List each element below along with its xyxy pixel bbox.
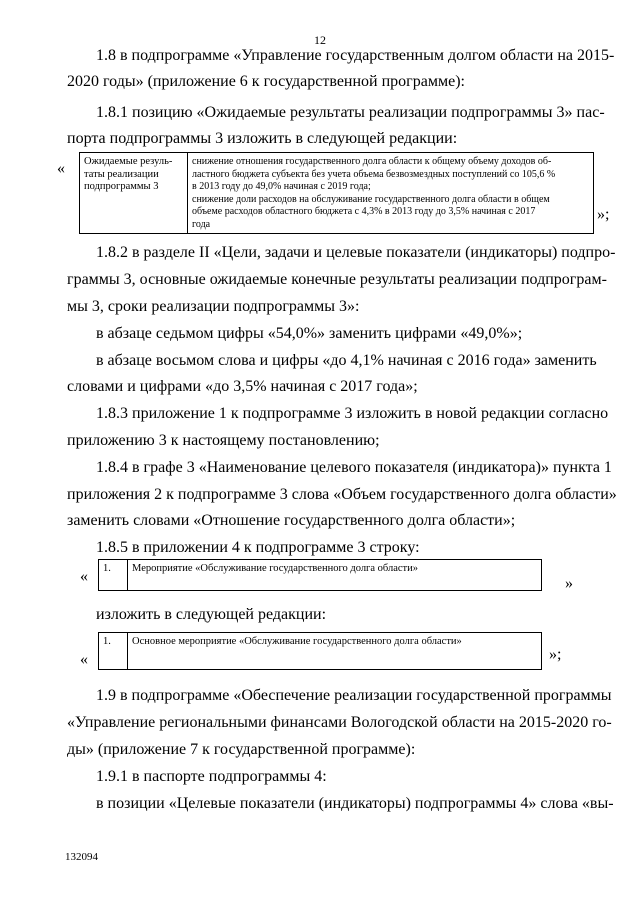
- table2-column-divider: [127, 560, 128, 590]
- table2-row-number: 1.: [103, 563, 111, 574]
- page-number: 12: [314, 33, 326, 47]
- para-1-8-2-line-3: мы 3, сроки реализации подпрограммы 3»:: [67, 298, 360, 315]
- table1-close-quote: »;: [597, 206, 610, 223]
- table2-close-quote: »: [565, 575, 573, 592]
- old-row-table: [98, 559, 542, 591]
- para-1-9-1: 1.9.1 в паспорте подпрограммы 4:: [96, 768, 327, 785]
- table1-open-quote: «: [57, 160, 65, 177]
- table1-right-line-4: снижение доли расходов на обслуживание государственного долга области в общем: [192, 193, 550, 205]
- table1-column-divider: [187, 153, 188, 233]
- table3-column-divider: [127, 633, 128, 669]
- para-1-8-4-line-3: заменить словами «Отношение государственного долга области»;: [67, 512, 516, 529]
- para-1-8-2-a: в абзаце седьмом цифры «54,0%» заменить цифрами «49,0%»;: [96, 325, 523, 342]
- para-1-8-5: 1.8.5 в приложении 4 к подпрограмме 3 строку:: [96, 539, 420, 556]
- new-row-table: [98, 632, 542, 670]
- results-table: [79, 152, 594, 234]
- para-1-8-2-b-line-1: в абзаце восьмом слова и цифры «до 4,1% начиная с 2016 года» заменить: [96, 352, 597, 369]
- para-1-9-line-2: «Управление региональными финансами Вологодской области на 2015-2020 го-: [67, 714, 612, 731]
- table1-right-line-1: снижение отношения государственного долга области к общему объему доходов об-: [192, 156, 552, 167]
- table3-open-quote: «: [80, 651, 88, 668]
- document-code: 132094: [65, 851, 98, 863]
- para-1-8-line-2: 2020 годы» (приложение 6 к государственной программе):: [67, 73, 465, 90]
- table1-right-line-3: в 2013 году до 49,0% начиная с 2019 года;: [192, 181, 371, 192]
- table1-right-line-5: объеме расходов областного бюджета с 4,3% в 2013 году до 3,5% начиная с 2017: [192, 206, 536, 217]
- table3-row-text: Основное мероприятие «Обслуживание государственного долга области»: [132, 636, 462, 647]
- table3-close-quote: »;: [549, 646, 562, 663]
- para-1-8-1-line-2: порта подпрограммы 3 изложить в следующей редакции:: [67, 130, 458, 147]
- para-1-9-line-3: ды» (приложение 7 к государственной программе):: [67, 741, 416, 758]
- para-1-8-3-line-2: приложению 3 к настоящему постановлению;: [67, 432, 380, 449]
- para-1-9-1-a: в позиции «Целевые показатели (индикаторы) подпрограммы 4» слова «вы-: [96, 795, 614, 812]
- para-1-9-line-1: 1.9 в подпрограмме «Обеспечение реализации государственной программы: [96, 687, 612, 704]
- para-1-8-line-1: 1.8 в подпрограмме «Управление государственным долгом области на 2015-: [96, 47, 615, 64]
- para-1-8-4-line-1: 1.8.4 в графе 3 «Наименование целевого показателя (индикатора)» пункта 1: [96, 459, 612, 476]
- para-1-8-2-b-line-2: словами и цифрами «до 3,5% начиная с 2017 года»;: [67, 378, 418, 395]
- table1-left-line-1: Ожидаемые резуль-: [84, 156, 173, 167]
- para-1-8-1-line-1: 1.8.1 позицию «Ожидаемые результаты реализации подпрограммы 3» пас-: [96, 104, 605, 121]
- para-1-8-3-line-1: 1.8.3 приложение 1 к подпрограмме 3 изложить в новой редакции согласно: [96, 405, 609, 422]
- table1-left-line-3: подпрограммы 3: [84, 181, 159, 192]
- table2-row-text: Мероприятие «Обслуживание государственного долга области»: [132, 563, 419, 574]
- para-1-8-2-line-2: граммы 3, основные ожидаемые конечные результаты реализации подпрограм-: [67, 271, 607, 288]
- table3-row-number: 1.: [103, 636, 111, 647]
- para-1-8-4-line-2: приложения 2 к подпрограмме 3 слова «Объем государственного долга области»: [67, 486, 617, 503]
- table2-open-quote: «: [80, 568, 88, 585]
- table1-right-line-2: ластного бюджета субъекта без учета объема безвозмездных поступлений со 105,6 %: [192, 168, 556, 180]
- para-1-8-2-line-1: 1.8.2 в разделе II «Цели, задачи и целевые показатели (индикаторы) подпро-: [96, 244, 616, 261]
- para-1-8-5-b: изложить в следующей редакции:: [96, 606, 327, 623]
- table1-left-line-2: таты реализации: [84, 168, 159, 180]
- table1-right-line-6: года: [192, 218, 211, 230]
